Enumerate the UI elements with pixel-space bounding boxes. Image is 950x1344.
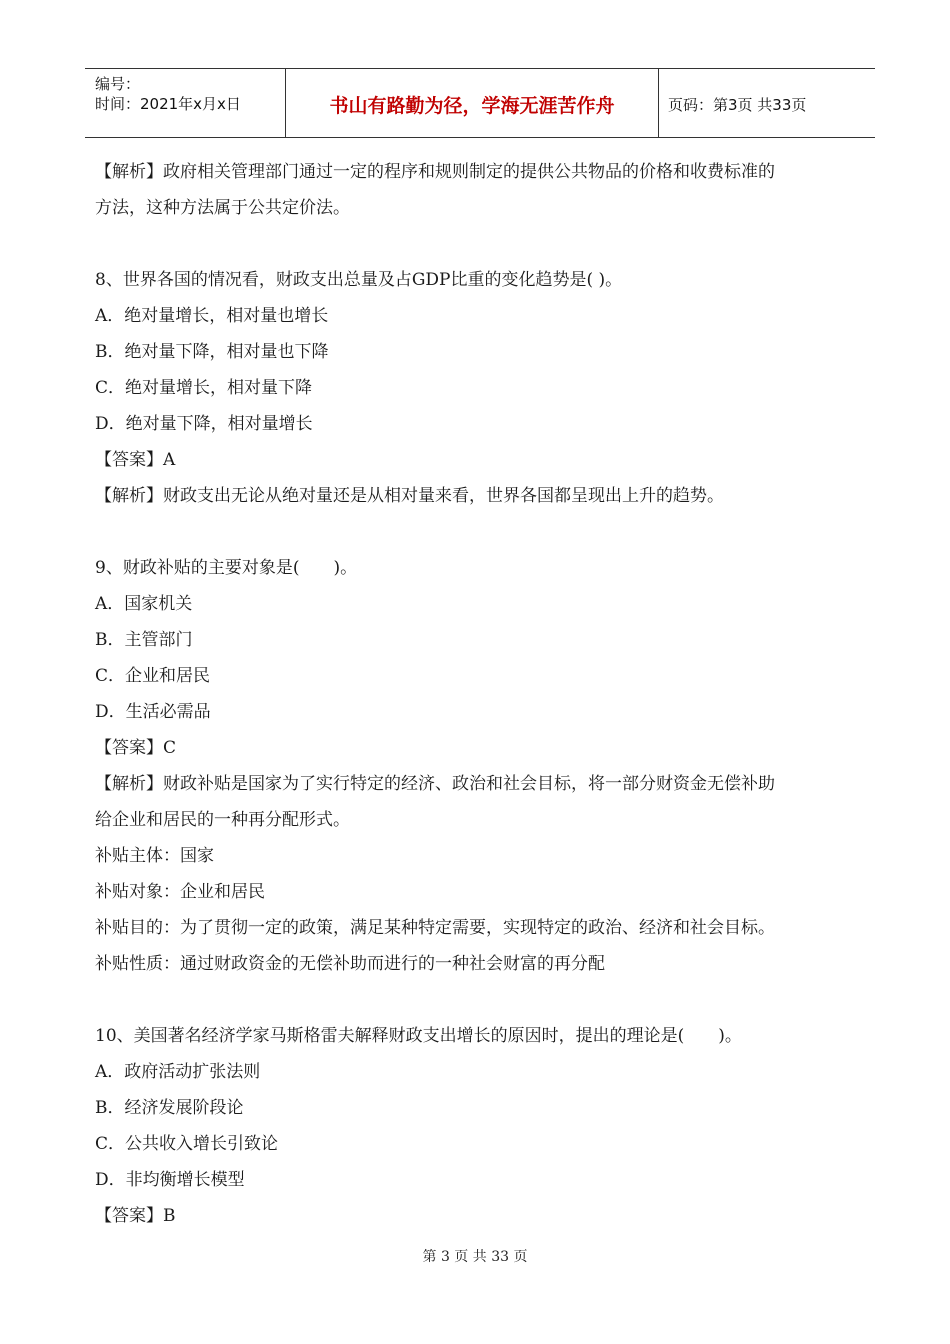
header-motto-cell — [285, 69, 659, 137]
body-line: 给企业和居民的一种再分配形式。 — [95, 810, 350, 830]
header-info-cell — [85, 69, 285, 137]
body-line: 方法，这种方法属于公共定价法。 — [95, 198, 350, 218]
body-line: D．绝对量下降，相对量增长 — [95, 414, 313, 434]
blank-line — [95, 226, 875, 262]
body-line: 10、美国著名经济学家马斯格雷夫解释财政支出增长的原因时，提出的理论是( )。 — [95, 1026, 742, 1046]
body-line: C．企业和居民 — [95, 666, 211, 686]
header-page-number: 页码：第3页 共33页 — [668, 96, 807, 114]
body-line: B．经济发展阶段论 — [95, 1098, 244, 1118]
body-line: C．公共收入增长引致论 — [95, 1134, 279, 1154]
body-line: D．非均衡增长模型 — [95, 1170, 245, 1190]
body-line: D．生活必需品 — [95, 702, 211, 722]
header-page-cell — [658, 69, 875, 137]
body-line: 补贴目的：为了贯彻一定的政策，满足某种特定需要，实现特定的政治、经济和社会目标。 — [95, 918, 775, 938]
body-line: 【答案】A — [95, 450, 176, 470]
page-header — [85, 68, 875, 138]
body-line: 9、财政补贴的主要对象是( )。 — [95, 558, 358, 578]
body-line: A．政府活动扩张法则 — [95, 1062, 261, 1082]
body-line: 【解析】财政支出无论从绝对量还是从相对量来看，世界各国都呈现出上升的趋势。 — [95, 486, 724, 506]
body-line: 【解析】财政补贴是国家为了实行特定的经济、政治和社会目标，将一部分财资金无偿补助 — [95, 774, 775, 794]
body-line: 补贴对象：企业和居民 — [95, 882, 265, 902]
document-time-label: 时间：2021年x月x日 — [95, 95, 241, 113]
blank-line — [95, 982, 875, 1018]
body-line: 8、世界各国的情况看，财政支出总量及占GDP比重的变化趋势是( )。 — [95, 270, 623, 290]
blank-line — [95, 514, 875, 550]
body-line: A．绝对量增长，相对量也增长 — [95, 306, 329, 326]
body-line: 【解析】政府相关管理部门通过一定的程序和规则制定的提供公共物品的价格和收费标准的 — [95, 162, 775, 182]
body-line: 【答案】C — [95, 738, 177, 758]
body-line: 补贴主体：国家 — [95, 846, 214, 866]
page-footer — [0, 1246, 950, 1266]
body-line: C．绝对量增长，相对量下降 — [95, 378, 313, 398]
document-body — [95, 154, 875, 1234]
header-motto: 书山有路勤为径，学海无涯苦作舟 — [329, 95, 615, 117]
footer-page-number: 第 3 页 共 33 页 — [422, 1249, 528, 1265]
body-line: 补贴性质：通过财政资金的无偿补助而进行的一种社会财富的再分配 — [95, 954, 605, 974]
body-line: B．主管部门 — [95, 630, 193, 650]
body-line: 【答案】B — [95, 1206, 176, 1226]
body-line: B．绝对量下降，相对量也下降 — [95, 342, 329, 362]
document-number-label: 编号： — [95, 75, 141, 93]
body-line: A．国家机关 — [95, 594, 193, 614]
